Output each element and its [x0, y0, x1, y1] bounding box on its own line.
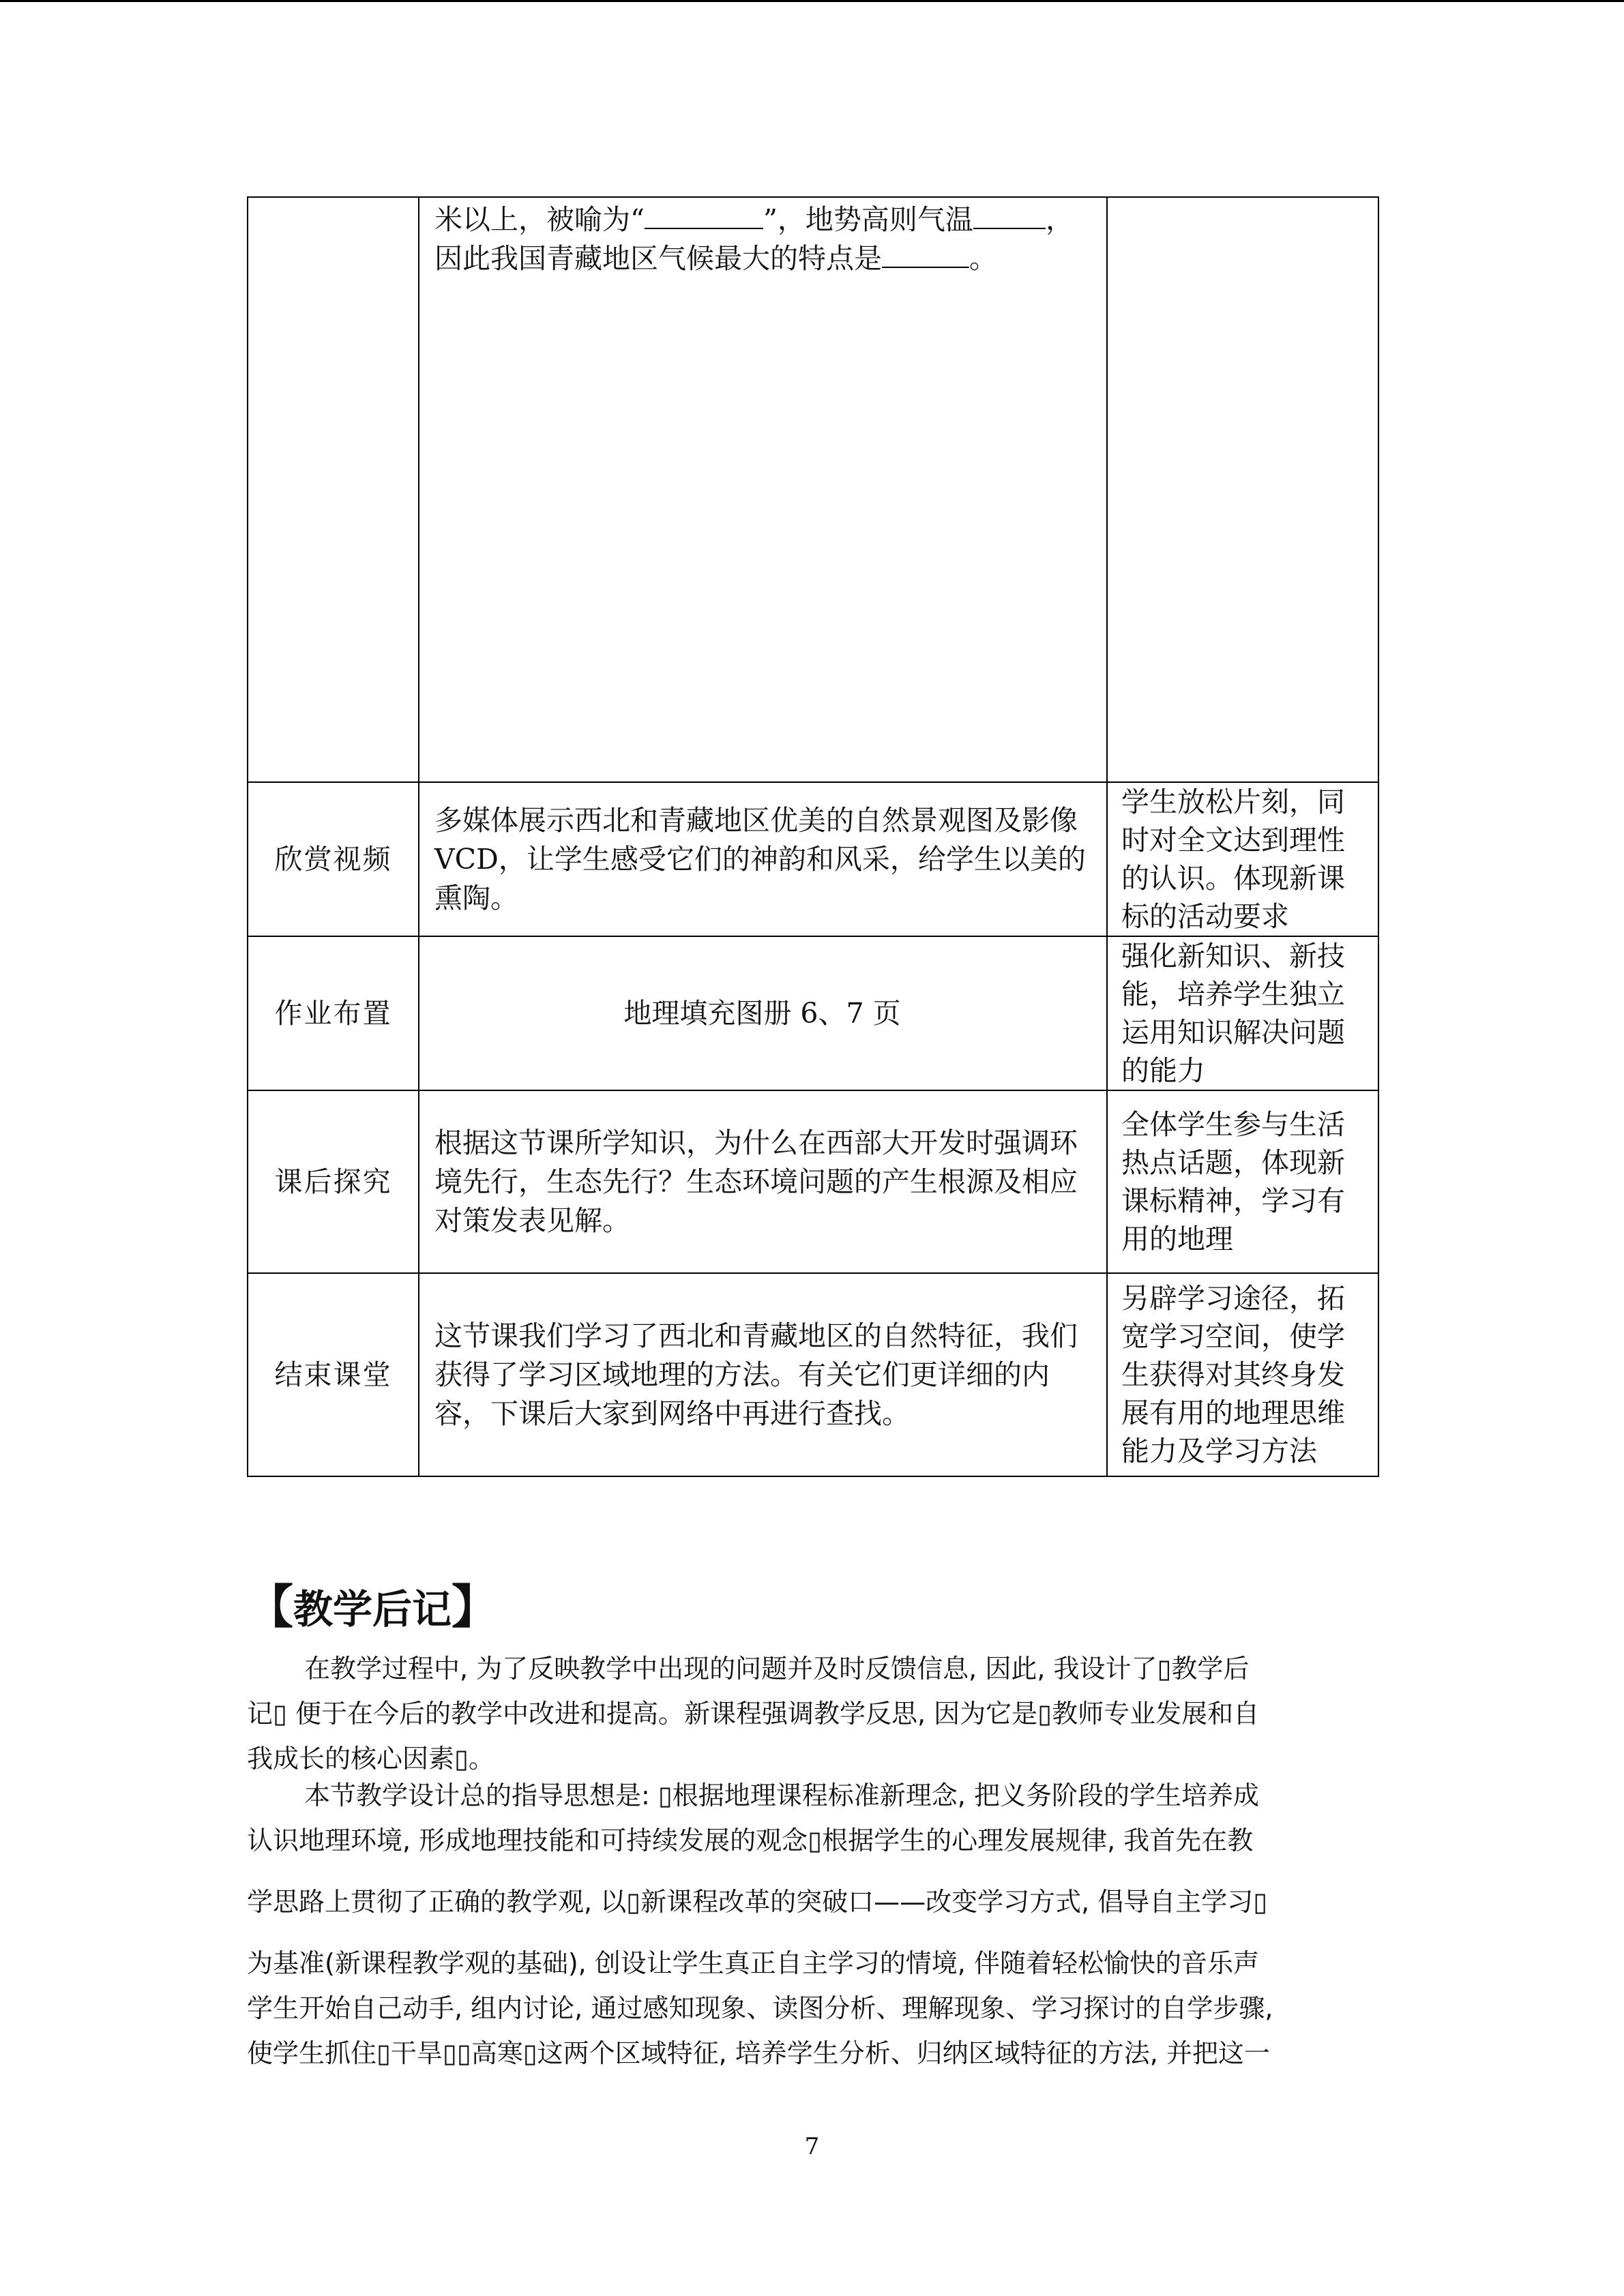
stage-cell: 作业布置: [248, 936, 419, 1090]
afterword-paragraph-2: [247, 1773, 1379, 2076]
paragraph-line: 我成长的核心因素▯。: [247, 1744, 494, 1774]
top-border-line: [0, 0, 1624, 2]
continued-line1-mid: ”，地势高则气温: [763, 203, 973, 236]
fill-blank-2: [973, 200, 1046, 229]
paragraph-line: 记▯ 便于在今后的教学中改进和提高。新课程强调教学反思, 因为它是▯教师专业发展和自: [247, 1699, 1260, 1729]
content-cell: 这节课我们学习了西北和青藏地区的自然特征，我们获得了学习区域地理的方法。有关它们更详细的内容，下课后大家到网络中再进行查找。: [419, 1273, 1107, 1476]
note-cell: 全体学生参与生活热点话题，体现新课标精神，学习有用的地理: [1107, 1090, 1378, 1273]
content-cell: 地理填充图册 6、7 页: [419, 936, 1107, 1090]
continued-line2-end: 。: [969, 242, 997, 275]
fill-blank-1: [645, 200, 763, 229]
paragraph-line: 使学生抓住▯干旱▯▯高寒▯这两个区域特征, 培养学生分析、归纳区域特征的方法, 并把这一: [247, 2038, 1270, 2068]
heading-bracket-open: 【: [247, 1581, 294, 1635]
content-cell: 根据这节课所学知识，为什么在西部大开发时强调环境先行，生态先行？生态环境问题的产生根源及相应对策发表见解。: [419, 1090, 1107, 1273]
stage-cell-empty: [248, 197, 419, 782]
afterword-paragraph-1: [247, 1646, 1379, 1781]
content-cell: 多媒体展示西北和青藏地区优美的自然景观图及影像VCD，让学生感受它们的神韵和风采，给学生以美的熏陶。: [419, 782, 1107, 936]
continued-line2: 因此我国青藏地区气候最大的特点是: [434, 242, 882, 275]
table-row: [248, 936, 1378, 1090]
paragraph-line: 学生开始自己动手, 组内讨论, 通过感知现象、读图分析、理解现象、学习探讨的自学步骤,: [247, 1993, 1273, 2023]
paragraph-line: 学思路上贯彻了正确的教学观, 以▯新课程改革的突破口——改变学习方式, 倡导自主学习▯: [247, 1887, 1268, 1917]
lesson-plan-table: [247, 196, 1379, 1477]
fill-blank-3: [882, 239, 969, 268]
heading-bracket-close: 】: [452, 1581, 499, 1635]
note-cell-empty: [1107, 197, 1378, 782]
stage-cell: 欣赏视频: [248, 782, 419, 936]
paragraph-line: 本节教学设计总的指导思想是: ▯根据地理课程标准新理念, 把义务阶段的学生培养成: [304, 1780, 1259, 1810]
note-cell: 强化新知识、新技能，培养学生独立运用知识解决问题的能力: [1107, 936, 1378, 1090]
note-cell: 学生放松片刻，同时对全文达到理性的认识。体现新课标的活动要求: [1107, 782, 1378, 936]
continued-line1: 米以上，被喻为“: [434, 203, 645, 236]
content-cell-continued: [419, 197, 1107, 782]
stage-cell: 结束课堂: [248, 1273, 419, 1476]
table-row: [248, 1273, 1378, 1476]
note-cell: 另辟学习途径，拓宽学习空间，使学生获得对其终身发展有用的地理思维能力及学习方法: [1107, 1273, 1378, 1476]
table-row: [248, 1090, 1378, 1273]
paragraph-line: 在教学过程中, 为了反映教学中出现的问题并及时反馈信息, 因此, 我设计了▯教学后: [304, 1654, 1250, 1684]
stage-cell: 课后探究: [248, 1090, 419, 1273]
continued-line1-end: ，: [1045, 203, 1074, 236]
table-row-continued: [248, 197, 1378, 782]
page-number: 7: [804, 2133, 820, 2160]
table-row: [248, 782, 1378, 936]
heading-title: 教学后记: [293, 1586, 452, 1632]
paragraph-line: 为基准(新课程教学观的基础), 创设让学生真正自主学习的情境, 伴随着轻松愉快的音乐声: [247, 1948, 1259, 1978]
paragraph-line: 认识地理环境, 形成地理技能和可持续发展的观念▯根据学生的心理发展规律, 我首先在教: [247, 1825, 1254, 1855]
section-heading: [247, 1581, 498, 1637]
